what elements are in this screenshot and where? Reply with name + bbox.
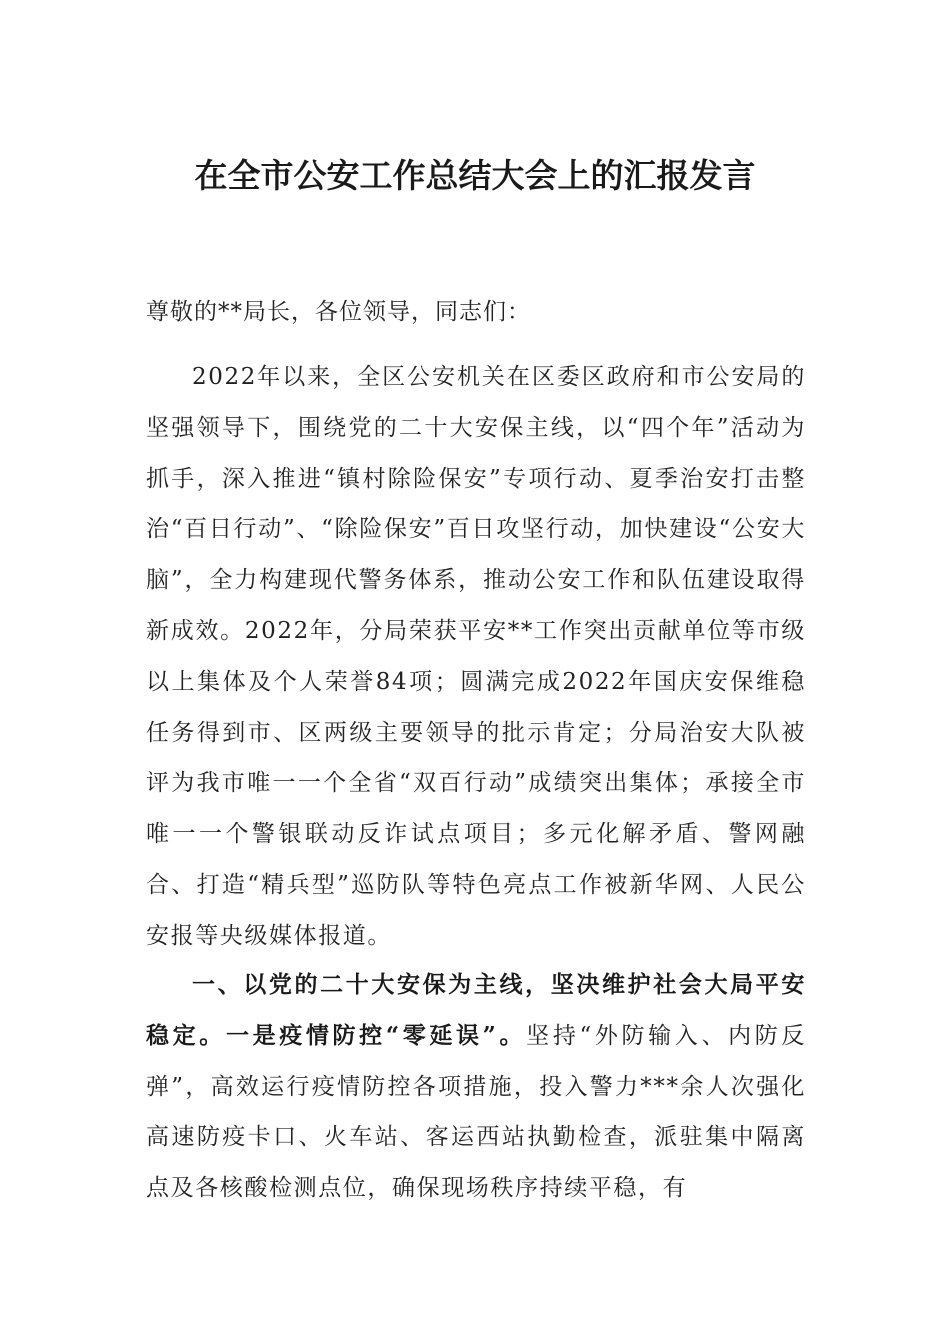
paragraph-intro: 2022年以来，全区公安机关在区委区政府和市公安局的坚强领导下，围绕党的二十大安保主线，以“四个年”活动为抓手，深入推进“镇村除险保安”专项行动、夏季治安打击整治“百日行动”、“除险保安”百日攻坚行动，加快建设“公安大脑”，全力构建现代警务体系，推动公安工作和队伍建设取得新成效。2022年，分局荣获平安**工作突出贡献单位等市级以上集体及个人荣誉84项；圆满完成2022年国庆安保维稳任务得到市、区两级主要领导的批示肯定；分局治安大队被评为我市唯一一个全省“双百行动”成绩突出集体；承接全市唯一一个警银联动反诈试点项目；多元化解矛盾、警网融合、打造“精兵型”巡防队等特色亮点工作被新华网、人民公安报等央级媒体报道。 [146,364,806,949]
document-title: 在全市公安工作总结大会上的汇报发言 [194,156,756,195]
section-1-text: 坚持“外防输入、内防反弹”，高效运行疫情防控各项措施，投入警力***余人次强化高速防疫卡口、火车站、客运西站执勤检查，派驻集中隔离点及各核酸检测点位，确保现场秩序持续平稳，有 [146,1022,806,1202]
paragraph-section-1 [146,960,806,1214]
salutation: 尊敬的**局长，各位领导，同志们： [146,299,531,325]
section-1-subheading: 一是疫情防控“零延误”。 [225,1021,527,1049]
section-1-heading: 一、以党的二十大安保为主线，坚决维护社会大局平安稳定。 [146,971,806,1049]
